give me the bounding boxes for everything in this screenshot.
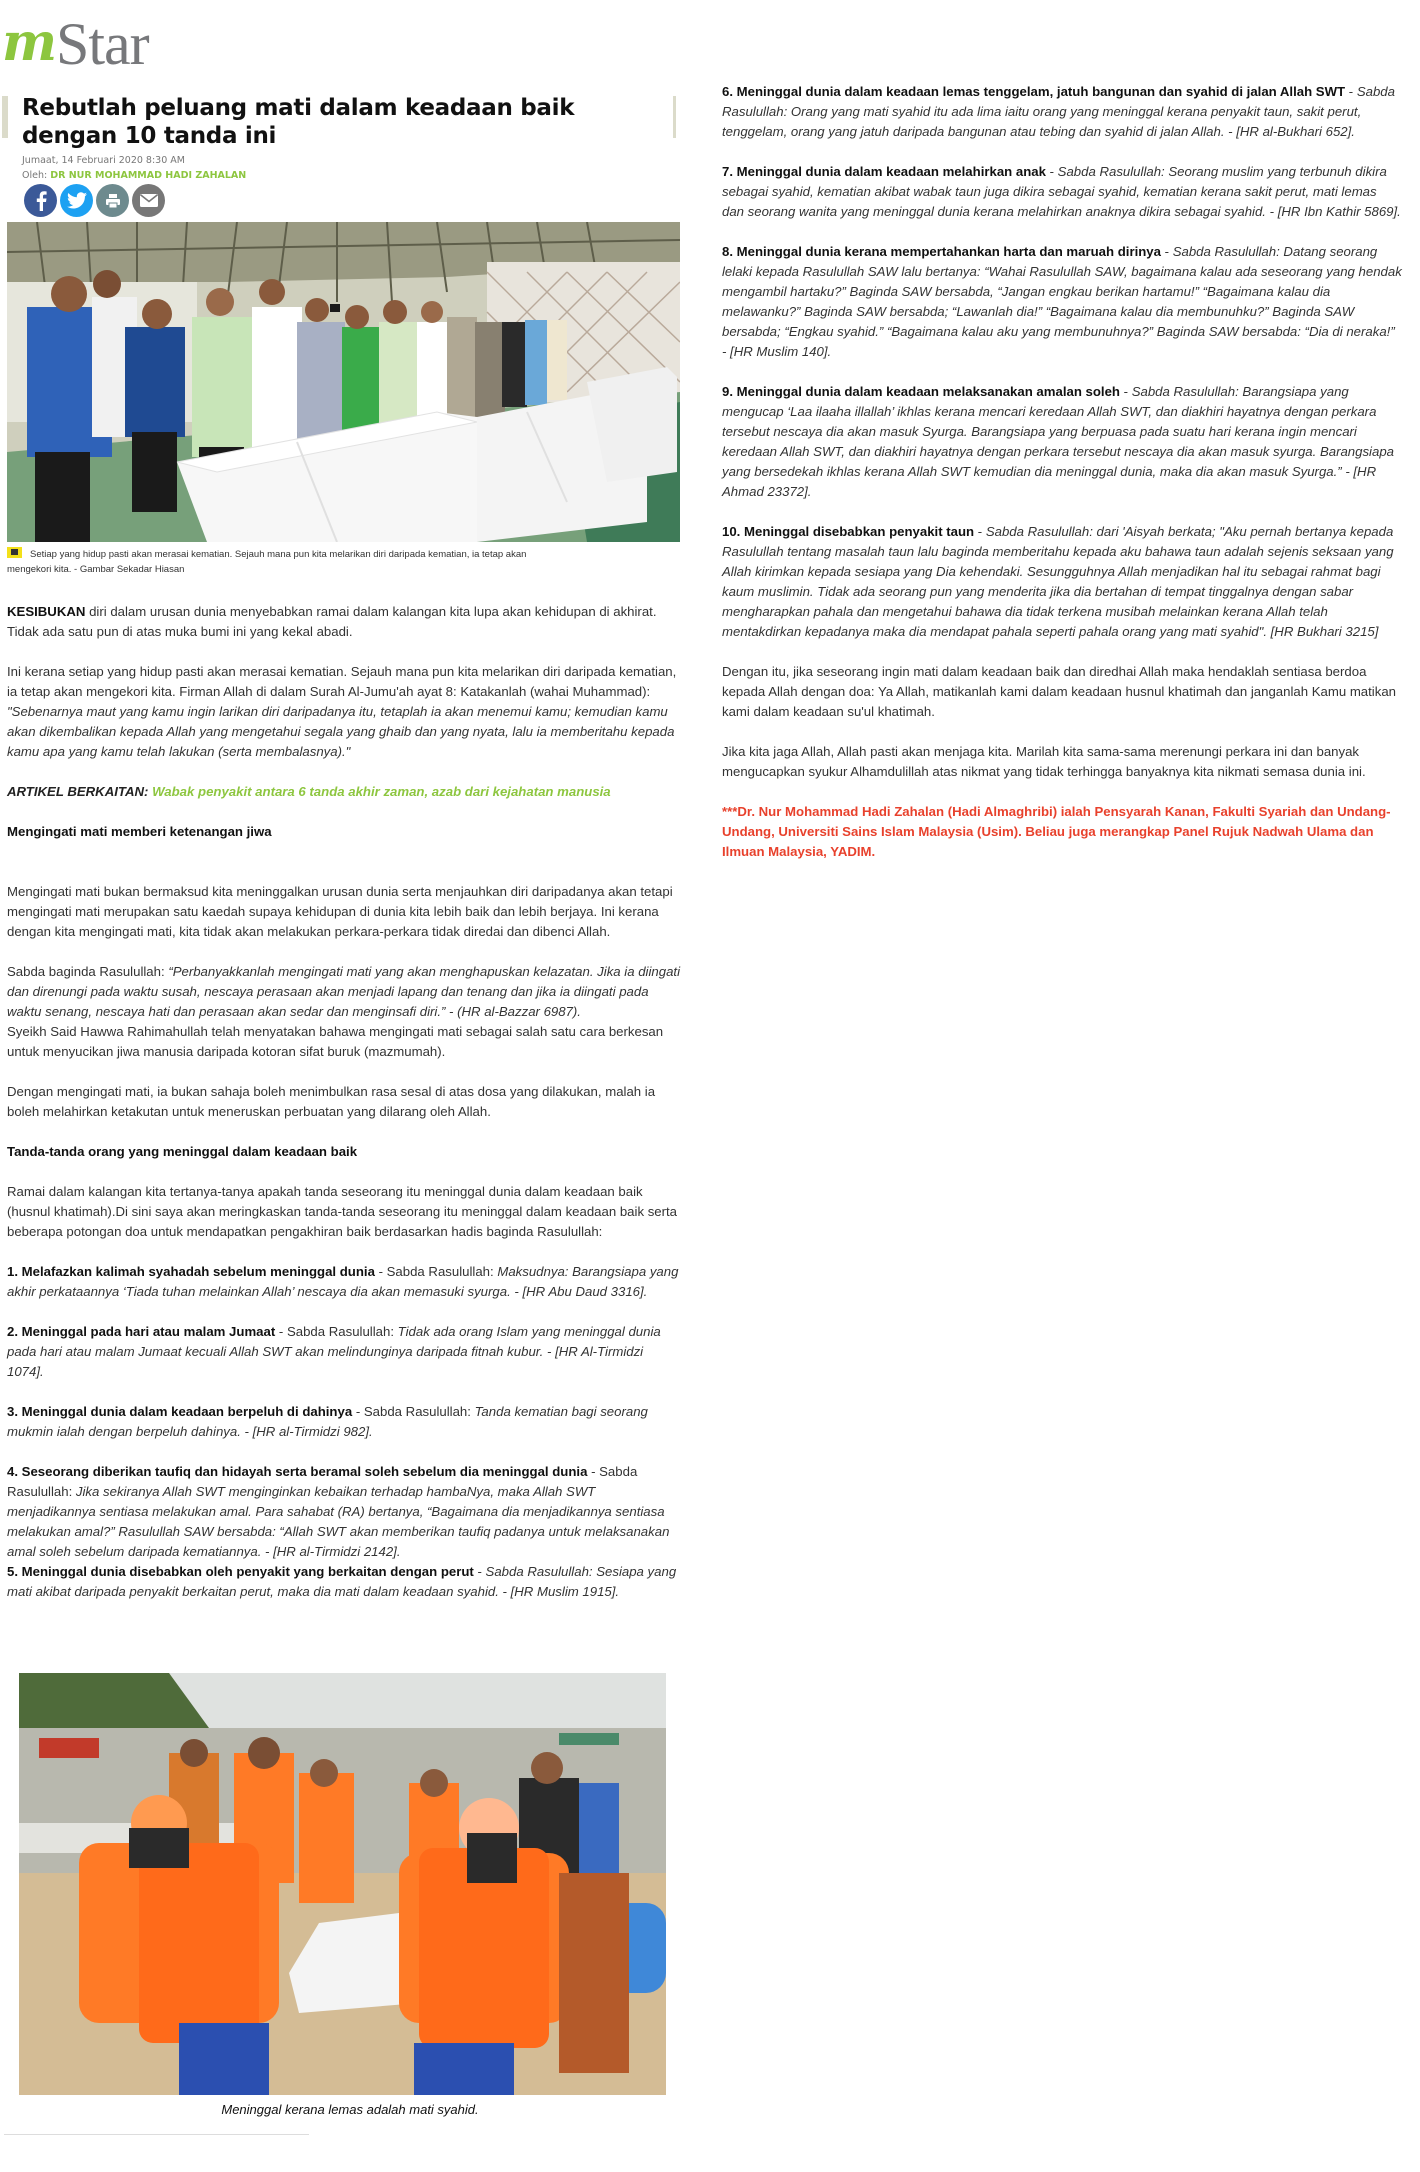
article-title: Rebutlah peluang mati dalam keadaan baik dengan 10 tanda ini bbox=[22, 95, 575, 149]
image1-caption-text: Setiap yang hidup pasti akan merasai kematian. Sejauh mana pun kita melarikan diri daripada kematian, ia tetap akan mengekori kita. - Gambar Sekadar Hiasan bbox=[7, 549, 527, 575]
article-body-right bbox=[722, 82, 1402, 882]
paragraph-4 bbox=[7, 962, 683, 1022]
sign-title: 9. Meninggal dunia dalam keadaan melaksanakan amalan soleh bbox=[722, 384, 1120, 399]
sign-item-6 bbox=[722, 82, 1402, 142]
paragraph-4-quote: “Perbanyakkanlah mengingati mati yang akan menghapuskan kelazatan. Jika ia diingati dan direnungi pada waktu susah, nescaya perasaan akan menjadi lapang dan tenang dan jika ia diingati pada waktu senang, nescaya hati dan perasaan akan sedar dan menginsafi diri.” - (HR al-Bazzar 6987). bbox=[7, 964, 681, 1019]
sign-lead: - bbox=[1160, 244, 1173, 259]
sign-item-3 bbox=[7, 1402, 683, 1442]
paragraph-4-text: Sabda baginda Rasulullah: bbox=[7, 964, 169, 979]
logo-m: m bbox=[2, 12, 54, 73]
sign-lead: - Sabda Rasulullah: bbox=[352, 1404, 475, 1419]
paragraph-2 bbox=[7, 662, 683, 762]
intro-paragraph bbox=[7, 602, 683, 642]
paragraph-5: Syeikh Said Hawwa Rahimahullah telah menyatakan bahawa mengingati mati sebagai salah satu cara berkesan untuk menyucikan jiwa manusia daripada kotoran sifat buruk (mazmumah). bbox=[7, 1024, 664, 1059]
share-buttons bbox=[24, 184, 165, 217]
sign-title: 6. Meninggal dunia dalam keadaan lemas tenggelam, jatuh bangunan dan syahid di jalan Allah SWT bbox=[722, 84, 1346, 99]
paragraph-6: Dengan mengingati mati, ia bukan sahaja boleh menimbulkan rasa sesal di atas dosa yang dilakukan, malah ia boleh melahirkan ketakutan untuk meneruskan perbuatan yang dilarang oleh Allah. bbox=[7, 1084, 656, 1119]
sign-title: 8. Meninggal dunia kerana mempertahankan harta dan maruah dirinya bbox=[722, 244, 1161, 259]
logo-star: Star bbox=[56, 11, 149, 77]
sign-item-2 bbox=[7, 1322, 683, 1382]
sign-lead: - bbox=[473, 1564, 486, 1579]
email-share-button[interactable] bbox=[132, 184, 165, 217]
twitter-share-button[interactable] bbox=[60, 184, 93, 217]
photo-icon bbox=[7, 547, 22, 558]
article-image-rescue-team bbox=[19, 1673, 666, 2095]
article-byline bbox=[22, 170, 246, 181]
image2-caption: Meninggal kerana lemas adalah mati syahid. bbox=[221, 2102, 479, 2117]
article-date: Jumaat, 14 Februari 2020 8:30 AM bbox=[22, 155, 185, 166]
author-bio: ***Dr. Nur Mohammad Hadi Zahalan (Hadi Almaghribi) ialah Pensyarah Kanan, Fakulti Syariah dan Undang-Undang, Universiti Sains Islam Malaysia (Usim). Beliau juga merangkap Panel Rujuk Nadwah Ulama dan Ilmuan Malaysia, YADIM. bbox=[722, 804, 1391, 859]
sign-quote: Sabda Rasulullah: Datang seorang lelaki kepada Rasulullah SAW lalu bertanya: “Wahai Rasulullah SAW, bagaimana kalau ada seseorang yang hendak mengambil hartaku?” Baginda SAW bersabda, “Jangan engkau berikan hartamu!” “Bagaimana kalau dia melawanku?” Baginda SAW bersabda; “Lawanlah dia!” “Bagaimana kalau dia membunuhku?” Baginda SAW bersabda; “Engkau syahid.” “Bagaimana kalau aku yang membunuhnya?” Baginda SAW bersabda: “Dia di neraka!” - [HR Muslim 140]. bbox=[722, 244, 1402, 359]
sign-lead: - bbox=[1345, 84, 1357, 99]
sign-title: 7. Meninggal dunia dalam keadaan melahirkan anak bbox=[722, 164, 1046, 179]
sign-title: 5. Meninggal dunia disebabkan oleh penyakit yang berkaitan dengan perut bbox=[7, 1564, 474, 1579]
sign-title: 1. Melafazkan kalimah syahadah sebelum meninggal dunia bbox=[7, 1264, 375, 1279]
closing-paragraph-1: Dengan itu, jika seseorang ingin mati dalam keadaan baik dan diredhai Allah maka hendaklah sentiasa berdoa kepada Allah dengan doa: Ya Allah, matikanlah kami dalam keadaan husnul khatimah dan janganlah Kamu matikan kami dalam keadaan su'ul khatimah. bbox=[722, 664, 1396, 719]
sign-title: 2. Meninggal pada hari atau malam Jumaat bbox=[7, 1324, 276, 1339]
print-icon bbox=[105, 193, 121, 209]
sign-quote: Sabda Rasulullah: Barangsiapa yang mengucap ‘Laa ilaaha illallah’ ikhlas kerana mencari keredaan Allah SWT, dan diakhiri hayatnya dengan perkara tersebut nescaya dia akan masuk Syurga. Barangsiapa yang berpuasa pada suatu hari kerana ingin mencari keredaan Allah SWT, dan diakhiri hayatnya dengan perkara tersebut nescaya dia akan masuk syurga. Barangsiapa yang bersedekah ikhlas kerana Allah SWT kemudian dia meninggal dunia, maka dia akan masuk Syurga.” - [HR Ahmad 23372]. bbox=[722, 384, 1394, 499]
related-article bbox=[7, 782, 683, 802]
sign-item-1 bbox=[7, 1262, 683, 1302]
intro-text: diri dalam urusan dunia menyebabkan ramai dalam kalangan kita lupa akan kehidupan di akhirat. Tidak ada satu pun di atas muka bumi ini yang kekal abadi. bbox=[7, 604, 657, 639]
related-article-link[interactable]: Wabak penyakit antara 6 tanda akhir zaman, azab dari kejahatan manusia bbox=[152, 784, 611, 799]
image1-caption bbox=[7, 547, 567, 577]
section-heading-2: Tanda-tanda orang yang meninggal dalam keadaan baik bbox=[7, 1144, 358, 1159]
email-icon bbox=[139, 193, 159, 208]
sign-lead: - Sabda Rasulullah: bbox=[7, 1464, 638, 1499]
decorative-dots-right bbox=[673, 96, 676, 138]
sign-title: 4. Seseorang diberikan taufiq dan hidayah serta beramal soleh sebelum dia meninggal dunia bbox=[7, 1464, 588, 1479]
sign-quote: Tidak ada orang Islam yang meninggal dunia pada hari atau malam Jumaat kecuali Allah SWT akan melindunginya daripada fitnah kubur. - [HR Al-Tirmidzi 1074]. bbox=[7, 1324, 661, 1379]
twitter-icon bbox=[67, 192, 87, 209]
sign-quote: Maksudnya: Barangsiapa yang akhir perkataannya ‘Tiada tuhan melainkan Allah’ nescaya dia akan memasuki syurga. - [HR Abu Daud 3316]. bbox=[7, 1264, 679, 1299]
decorative-dots-left bbox=[2, 96, 8, 138]
sign-item-8 bbox=[722, 242, 1402, 362]
sign-quote: Sabda Rasulullah: Seorang muslim yang terbunuh dikira sebagai syahid, kematian akibat wabak taun juga dikira sebagai syahid, kematian kerana sakit perut, mati lemas dan seorang wanita yang meninggal dunia kerana melahirkan anaknya dikira sebagai syahid. - [HR Ibn Kathir 5869]. bbox=[722, 164, 1401, 219]
paragraph-7: Ramai dalam kalangan kita tertanya-tanya apakah tanda seseorang itu meninggal dunia dalam keadaan baik (husnul khatimah).Di sini saya akan meringkaskan tanda-tanda seseorang itu meninggal dalam keadaan baik serta beberapa potongan doa untuk mendapatkan pengakhiran baik berdasarkan hadis baginda Rasulullah: bbox=[7, 1184, 678, 1239]
section-heading-1: Mengingati mati memberi ketenangan jiwa bbox=[7, 824, 272, 839]
print-button[interactable] bbox=[96, 184, 129, 217]
closing-paragraph-2: Jika kita jaga Allah, Allah pasti akan menjaga kita. Marilah kita sama-sama merenungi perkara ini dan banyak mengucapkan syukur Alhamdulillah atas nikmat yang tidak terhingga banyaknya kita nikmati semasa dunia ini. bbox=[722, 744, 1366, 779]
article-body-left bbox=[7, 602, 683, 1622]
sign-title: 3. Meninggal dunia dalam keadaan berpeluh di dahinya bbox=[7, 1404, 353, 1419]
divider bbox=[4, 2134, 309, 2135]
related-article-label: ARTIKEL BERKAITAN: bbox=[7, 784, 149, 799]
sign-item-10 bbox=[722, 522, 1402, 642]
facebook-icon bbox=[34, 191, 48, 211]
sign-title: 10. Meninggal disebabkan penyakit taun bbox=[722, 524, 975, 539]
sign-quote: Sabda Rasulullah: Sesiapa yang mati akibat daripada penyakit berkaitan perut, maka dia mati dalam keadaan syahid. - [HR Muslim 1915]. bbox=[7, 1564, 677, 1599]
article-image-funeral-prayer bbox=[7, 222, 680, 542]
sign-item-4 bbox=[7, 1462, 683, 1562]
sign-quote: Jika sekiranya Allah SWT menginginkan kebaikan terhadap hambaNya, maka Allah SWT menjadikannya sentiasa melakukan amal. Para sahabat (RA) bertanya, “Bagaimana dia menjadikannya sentiasa melakukan amal?” Rasulullah SAW bersabda: “Allah SWT akan memberikan taufiq padanya untuk melaksanakan amal soleh sebelum daripada kematiannya. - [HR al-Tirmidzi 2142]. bbox=[7, 1484, 670, 1559]
paragraph-2-text: Ini kerana setiap yang hidup pasti akan merasai kematian. Sejauh mana pun kita melarikan diri daripada kematian, ia tetap akan mengekori kita. Firman Allah di dalam Surah Al-Jumu'ah ayat 8: Katakanlah (wahai Muhammad): bbox=[7, 664, 677, 699]
author-link[interactable]: DR NUR MOHAMMAD HADI ZAHALAN bbox=[50, 170, 247, 181]
intro-lead: KESIBUKAN bbox=[7, 604, 86, 619]
sign-quote: Tanda kematian bagi seorang mukmin ialah dengan berpeluh dahinya. - [HR al-Tirmidzi 982]. bbox=[7, 1404, 648, 1439]
sign-lead: - bbox=[974, 524, 986, 539]
sign-lead: - Sabda Rasulullah: bbox=[275, 1324, 398, 1339]
sign-quote: Sabda Rasulullah: Orang yang mati syahid itu ada lima iaitu orang yang meninggal kerana penyakit taun, sakit perut, tenggelam, orang yang jatuh daripada bangunan atau tebing dan syahid di jalan Allah. - [HR al-Bukhari 652]. bbox=[722, 84, 1395, 139]
sign-quote: Sabda Rasulullah: dari 'Aisyah berkata; "Aku pernah bertanya kepada Rasulullah tentang masalah taun lalu baginda memberitahu kepada aku bahawa taun adalah sejenis seksaan yang Allah kirimkan kepada sesiapa yang Dia kehendaki. Sesungguhnya Allah menjadikan hal itu sebagai rahmat bagi kaum muslimin. Tidak ada seorang pun yang menderita jika dia bertahan di tempat tinggalnya dengan sabar mengharapkan pahala dan mengetahui bahawa dia tidak terkena musibah melainkan kerana Allah telah mentakdirkan kepadanya maka dia mendapat pahala seperti pahala orang yang mati syahid". [HR Bukhari 3215] bbox=[722, 524, 1394, 639]
paragraph-2-quote: "Sebenarnya maut yang kamu ingin larikan diri daripadanya itu, tetaplah ia akan menemui kamu; kemudian kamu akan dikembalikan kepada Allah yang mengetahui segala yang ghaib dan yang nyata, lalu ia memberitahu kepada kamu apa yang kamu telah lakukan (serta membalasnya)." bbox=[7, 704, 675, 759]
facebook-share-button[interactable] bbox=[24, 184, 57, 217]
sign-item-7 bbox=[722, 162, 1402, 222]
sign-item-5 bbox=[7, 1562, 683, 1602]
sign-lead: - Sabda Rasulullah: bbox=[374, 1264, 498, 1279]
paragraph-3: Mengingati mati bukan bermaksud kita meninggalkan urusan dunia serta menjauhkan diri daripadanya akan tetapi mengingati mati merupakan satu kaedah supaya kehidupan di dunia kita lebih baik dan lebih berjaya. Ini kerana dengan kita mengingati mati, kita tidak akan melakukan perkara-perkara tidak diredai dan dibenci Allah. bbox=[7, 884, 673, 939]
sign-item-9 bbox=[722, 382, 1402, 502]
mstar-logo[interactable] bbox=[2, 10, 202, 77]
sign-lead: - bbox=[1119, 384, 1132, 399]
byline-label: Oleh: bbox=[22, 170, 48, 181]
sign-lead: - bbox=[1045, 164, 1058, 179]
